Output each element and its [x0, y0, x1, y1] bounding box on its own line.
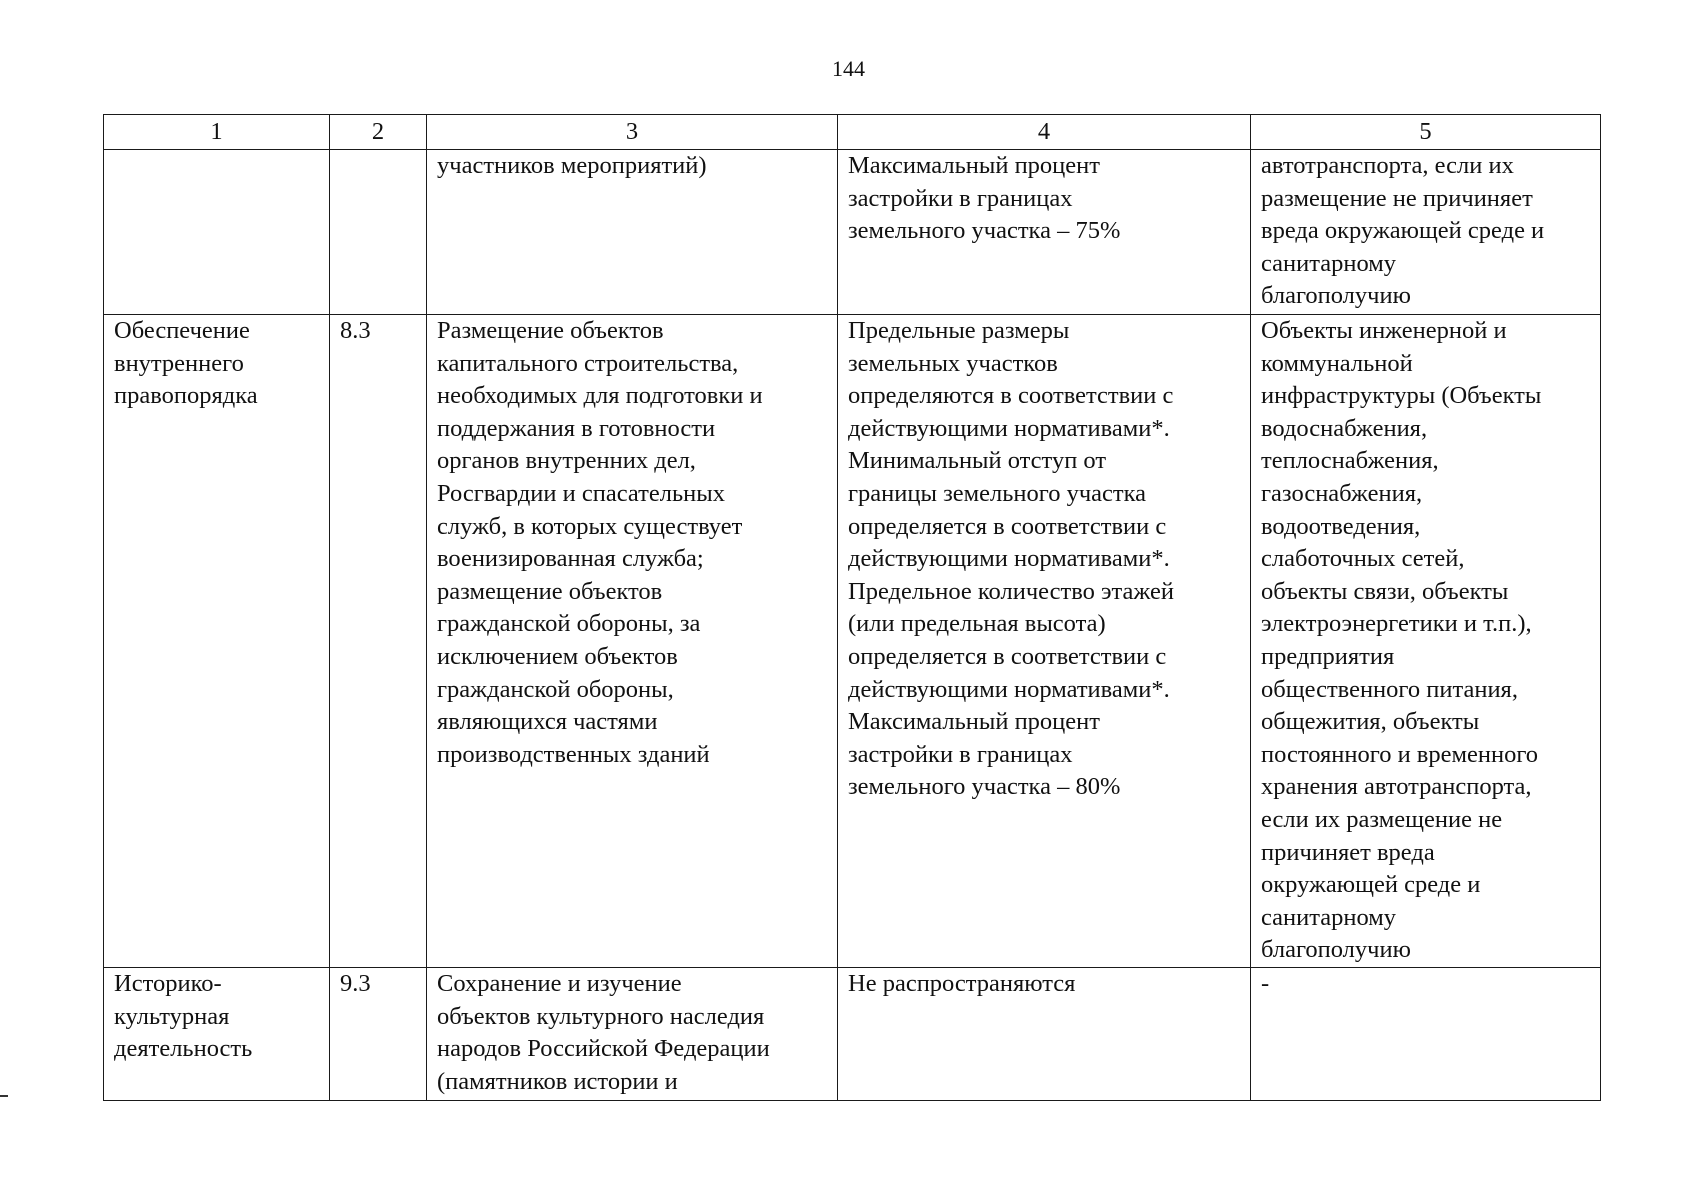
auxiliary-uses-cell: Объекты инженерной и коммунальной инфраструктуры (Объекты водоснабжения, теплоснабжения, газоснабжения, водоотведения, слаботочных сетей, объекты связи, объекты электроэнергетики и т.п.), предприятия общественного питания, общежития, объекты постоянного и временного хранения автотранспорта, если их размещение не причиняет вреда окружающей среде и санитарному благополучию: [1251, 315, 1601, 968]
table-header-row: [104, 115, 1601, 150]
table-row: [104, 150, 1601, 315]
use-description-cell: Сохранение и изучение объектов культурного наследия народов Российской Федерации (памятников истории и: [427, 968, 838, 1101]
limit-parameters-cell: Предельные размеры земельных участков определяются в соответствии с действующими нормативами*. Минимальный отступ от границы земельного участка определяется в соответствии с действующими нормативами*. Предельное количество этажей (или предельная высота) определяется в соответствии с действующими нормативами*. Максимальный процент застройки в границах земельного участка – 80%: [838, 315, 1251, 968]
header-cell: 3: [427, 115, 838, 150]
use-description-cell: участников мероприятий): [427, 150, 838, 315]
use-type-name-cell: Обеспечение внутреннего правопорядка: [104, 315, 330, 968]
header-cell: 1: [104, 115, 330, 150]
table-row: [104, 968, 1601, 1101]
use-type-code-cell: 9.3: [330, 968, 427, 1101]
scan-edge-mark: [0, 1095, 8, 1097]
header-cell: 2: [330, 115, 427, 150]
table-row: [104, 315, 1601, 968]
use-description-cell: Размещение объектов капитального строительства, необходимых для подготовки и поддержания в готовности органов внутренних дел, Росгвардии и спасательных служб, в которых существует военизированная служба; размещение объектов гражданской обороны, за исключением объектов гражданской обороны, являющихся частями производственных зданий: [427, 315, 838, 968]
auxiliary-uses-cell: -: [1251, 968, 1601, 1101]
use-type-code-cell: [330, 150, 427, 315]
auxiliary-uses-cell: автотранспорта, если их размещение не причиняет вреда окружающей среде и санитарному благополучию: [1251, 150, 1601, 315]
use-type-code-cell: 8.3: [330, 315, 427, 968]
page-number: 144: [832, 56, 865, 81]
limit-parameters-cell: Не распространяются: [838, 968, 1251, 1101]
land-use-table: [103, 114, 1601, 1101]
header-cell: 4: [838, 115, 1251, 150]
header-cell: 5: [1251, 115, 1601, 150]
use-type-name-cell: [104, 150, 330, 315]
use-type-name-cell: Историко- культурная деятельность: [104, 968, 330, 1101]
limit-parameters-cell: Максимальный процент застройки в границах земельного участка – 75%: [838, 150, 1251, 315]
